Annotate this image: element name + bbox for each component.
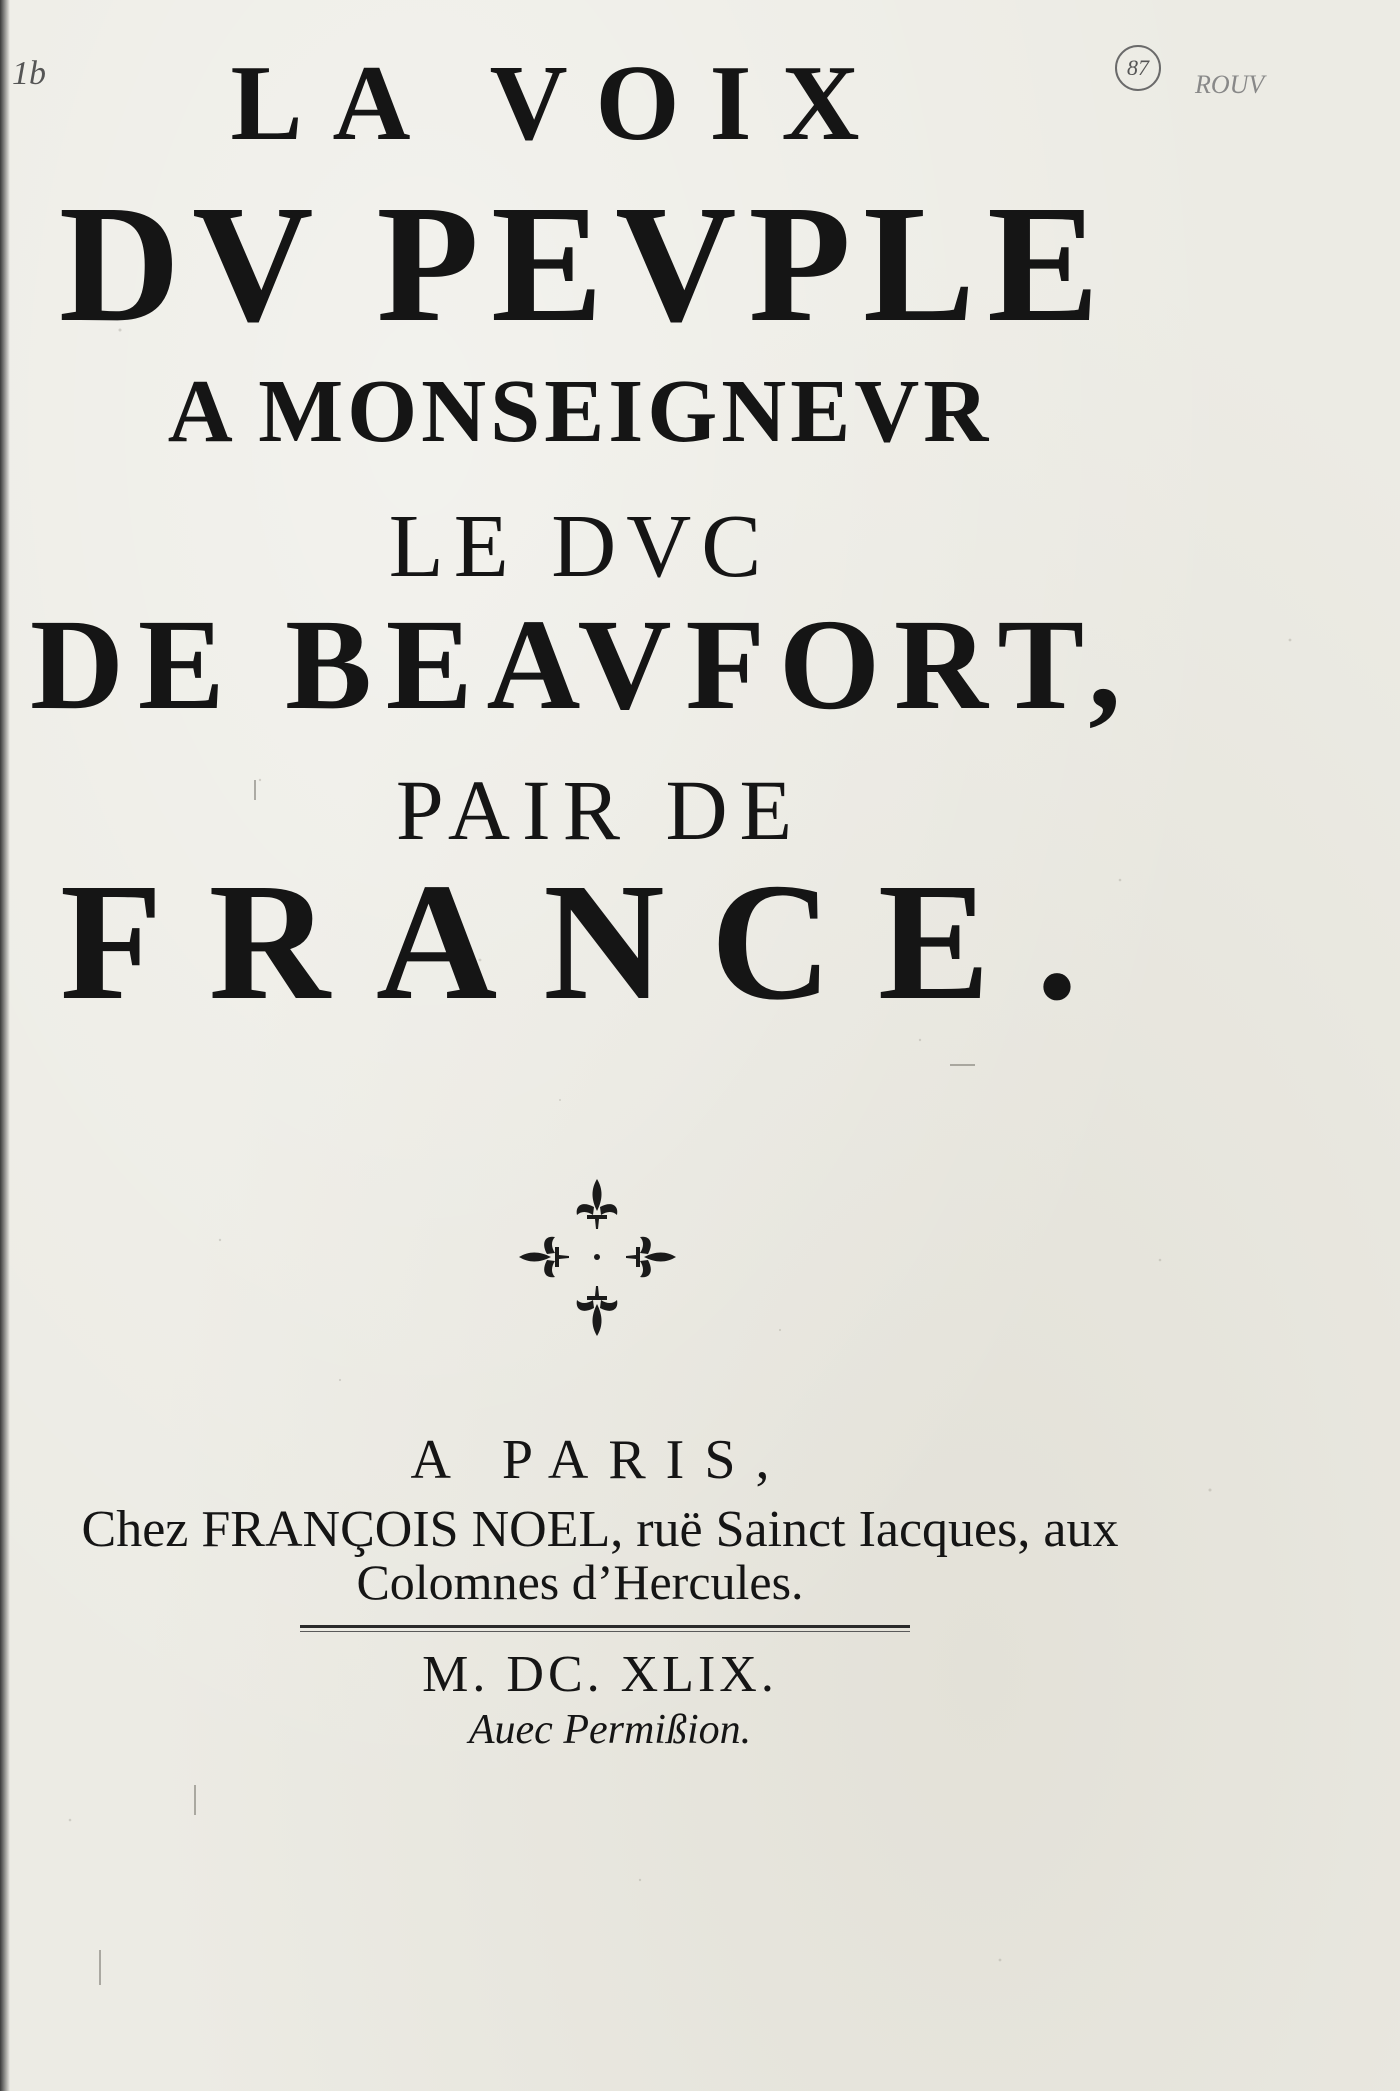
title-line-5: DE BEAVFORT, <box>30 593 1135 737</box>
fleur-de-lis-ornament-icon <box>515 1175 680 1340</box>
title-line-2: DV PEVPLE <box>58 171 1112 357</box>
manuscript-note: 1b <box>12 55 46 92</box>
faint-shelfmark: ROUV <box>1195 70 1265 99</box>
imprint-place: A PARIS, <box>410 1429 790 1491</box>
title-line-4: LE DVC <box>388 497 772 596</box>
title-line-1: LA VOIX <box>230 44 890 163</box>
title-line-3: A MONSEIGNEVR <box>167 362 993 461</box>
library-stamp: 87 <box>1115 45 1161 91</box>
imprint-printer: Chez FRANÇOIS NOEL, ruë Sainct Iacques, aux <box>81 1501 1119 1558</box>
imprint-street: Colomnes d’Hercules. <box>356 1554 804 1610</box>
divider-rule <box>300 1625 910 1628</box>
title-line-6: PAIR DE <box>395 762 805 858</box>
title-line-7: FRANCE. <box>60 849 1124 1035</box>
permission-note: Auec Permißion. <box>468 1707 752 1753</box>
imprint-year: M. DC. XLIX. <box>422 1646 778 1703</box>
divider-rule-thin <box>300 1631 910 1632</box>
